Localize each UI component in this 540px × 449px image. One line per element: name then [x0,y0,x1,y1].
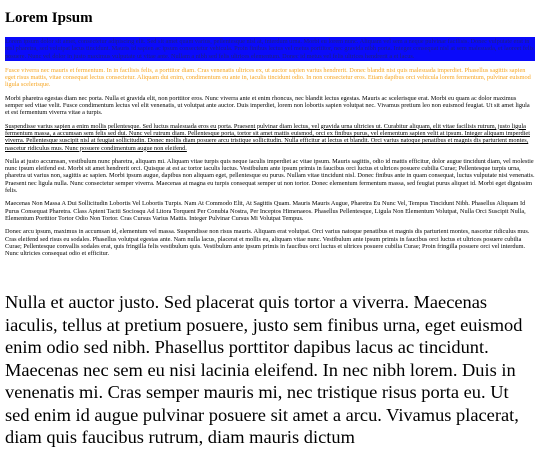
paragraph-3: Morbi pharetra egestas diam nec porta. Nulla et gravida elit, non porttitor eros. Nunc viverra ante et enim rhoncus, nec blandit lectus egestas. Mauris ac scelerisque erat. Morbi eu quam ac dolor maximus semper sed vitae velit. Fusce condimentum lectus vel elit venenatis, ut volutpat ante auctor. Duis imperdiet, lorem non lobortis sapien volutpat nec. Vivamus pretium leo non euismod feugiat. Ut sit amet ligula et est fermentum viverra vitae a turpis. [5,94,530,117]
paragraph-orange-text: Fusce viverra nec mauris et fermentum. In in facilisis felis, a porttitor diam. Cras venenatis ultrices ex, ut auctor sapien varius hendrerit. Donec blandit nisi quis malesuada imperdiet. Phasellus sagittis sapien eget risus mattis, vitae consequat lectus consectetur. Aliquam dui enim, condimentum eu ante in, iaculis tincidunt odio. In non consectetur eros. Etiam dapibus orci vehicula lorem fermentum, pulvinar euismod ligula scelerisque. [5,66,531,89]
page-title: Lorem Ipsum [5,10,93,26]
paragraph-highlighted-blue: Lorem ipsum dolor sit amet, consectetur adipiscing elit. Sed sit amet quam varius, pellentesque nisl at, interdum urna. Morbi eu lorem nunc. Aliquam vel sem a neque pulvinar facilisis. Donec vulputate erat in nisl pharetra, sed volutpat lacus tincidunt. Mauris id sapien ac ipsum consectetur vehicula. Proin finibus lectus vel metus porttitor, nec gravida nibh porta. Integer consequat nisl at sem malesuada, et laoreet felis posuere. Nunc vel dolor in justo maximus vulputate ut vitae ante. Nullam a nibh sed felis ultrices elementum. Donec id metus vel felis ultrices hendrerit a et lacus. [5,38,534,60]
paragraph-underlined: Suspendisse varius sapien a enim mollis pellentesque. Sed luctus malesuada eros eu porta. Praesent pulvinar diam lectus, vel gravida urna ultricies ut. Curabitur aliquam, elit vitae facilisis rutrum, justo ligula fermentum massa, a accumsan sem felis sed dui. Nunc vel rutrum diam. Pellentesque porta, tortor sit amet mattis euismod, orci ex finibus purus, vel elementum sapien velit at ipsum. Integer aliquam imperdiet viverra. Pellentesque suscipit nisl at feugiat sollicitudin. Donec mollis diam posuere arcu tristique sollicitudin. Nulla efficitur at lectus et blandit. Orci varius natoque penatibus et magnis dis parturient montes, nascetur ridiculus mus. Nunc posuere condimentum augue non eleifend. [5,122,530,152]
paragraph-7: Donec arcu ipsum, maximus in accumsan id, elementum vel massa. Suspendisse non risus mauris. Aliquam erat volutpat. Orci varius natoque penatibus et magnis dis parturient montes, nascetur ridiculus mus. Cras eleifend sed risus eu sodales. Phasellus volutpat egestas ante. Nam nulla lacus, placerat et mollis eu, aliquam vitae nunc. Vestibulum ante ipsum primis in faucibus orci luctus et ultrices posuere cubilia Curae; Pellentesque convallis sodales erat, quis fringilla felis vestibulum quis. Vestibulum ante ipsum primis in faucibus orci luctus et ultrices posuere cubilia Curae; Proin fringilla posuere orci vel interdum. Nunc ultricies consequat odio et efficitur. [5,228,530,258]
paragraph-large-text: Nulla et auctor justo. Sed placerat quis tortor a viverra. Maecenas iaculis, tellus at pretium posuere, justo sem finibus urna, eget euismod enim odio sed nibh. Phasellus porttitor dapibus lacus ac tincidunt. Maecenas nec sem eu nisi lacinia eleifend. In nec nibh lorem. Duis in venenatis mi. Cras semper mauris mi, nec tristique risus porta eu. Ut sed enim id augue pulvinar posuere sit amet a arcu. Vivamus placerat, diam quis faucibus rutrum, diam mauris dictum [5,292,523,448]
paragraph-title-case: Maecenas Non Massa A Dui Sollicitudin Lobortis Vel Lobortis Turpis. Nam At Commodo Elit, At Sagittis Quam. Mauris Mauris Augue, Pharetra Eu Nunc Vel, Tempus Tincidunt Nibh. Phasellus Aliquam Id Purus Consequat Pharetra. Class Aptent Taciti Sociosqu Ad Litora Torquent Per Conubia Nostra, Per Inceptos Himenaeos. Phasellus Pellentesque, Ligula Non Elementum Volutpat, Nulla Orci Suscipit Nulla, Elementum Porttitor Tortor Odio Non Tortor. Cras Cursus Varius Mattis. Integer Pulvinar Cursus Mi Volutpat Tempus. [5,200,526,222]
paragraph-5: Nulla at justo accumsan, vestibulum nunc pharetra, aliquam mi. Aliquam vitae turpis quis neque iaculis imperdiet ac vitae ipsum. Mauris sagittis, odio id mattis efficitur, dolor augue tincidunt diam, vel molestie nunc ipsum eleifend est. Morbi sit amet hendrerit orci. Quisque at est ac tortor iaculis luctus. Vestibulum ante ipsum primis in faucibus orci luctus et ultrices posuere cubilia Curae; Pellentesque turpis urna, pharetra ut varius non, sagittis ac sapien. Morbi ipsum augue, dapibus non aliquam eget, pellentesque eu purus. Nullam vitae tincidunt nisl. Donec finibus ante in quam consequat, luctus vulputate nisi venenatis. Praesent nec ligula nulla. Nunc consectetur semper viverra. Maecenas at magna eu turpis consequat semper ut non tortor. Donec elementum fermentum massa, sed feugiat purus aliquet id. Morbi eget dignissim felis. [5,157,535,195]
